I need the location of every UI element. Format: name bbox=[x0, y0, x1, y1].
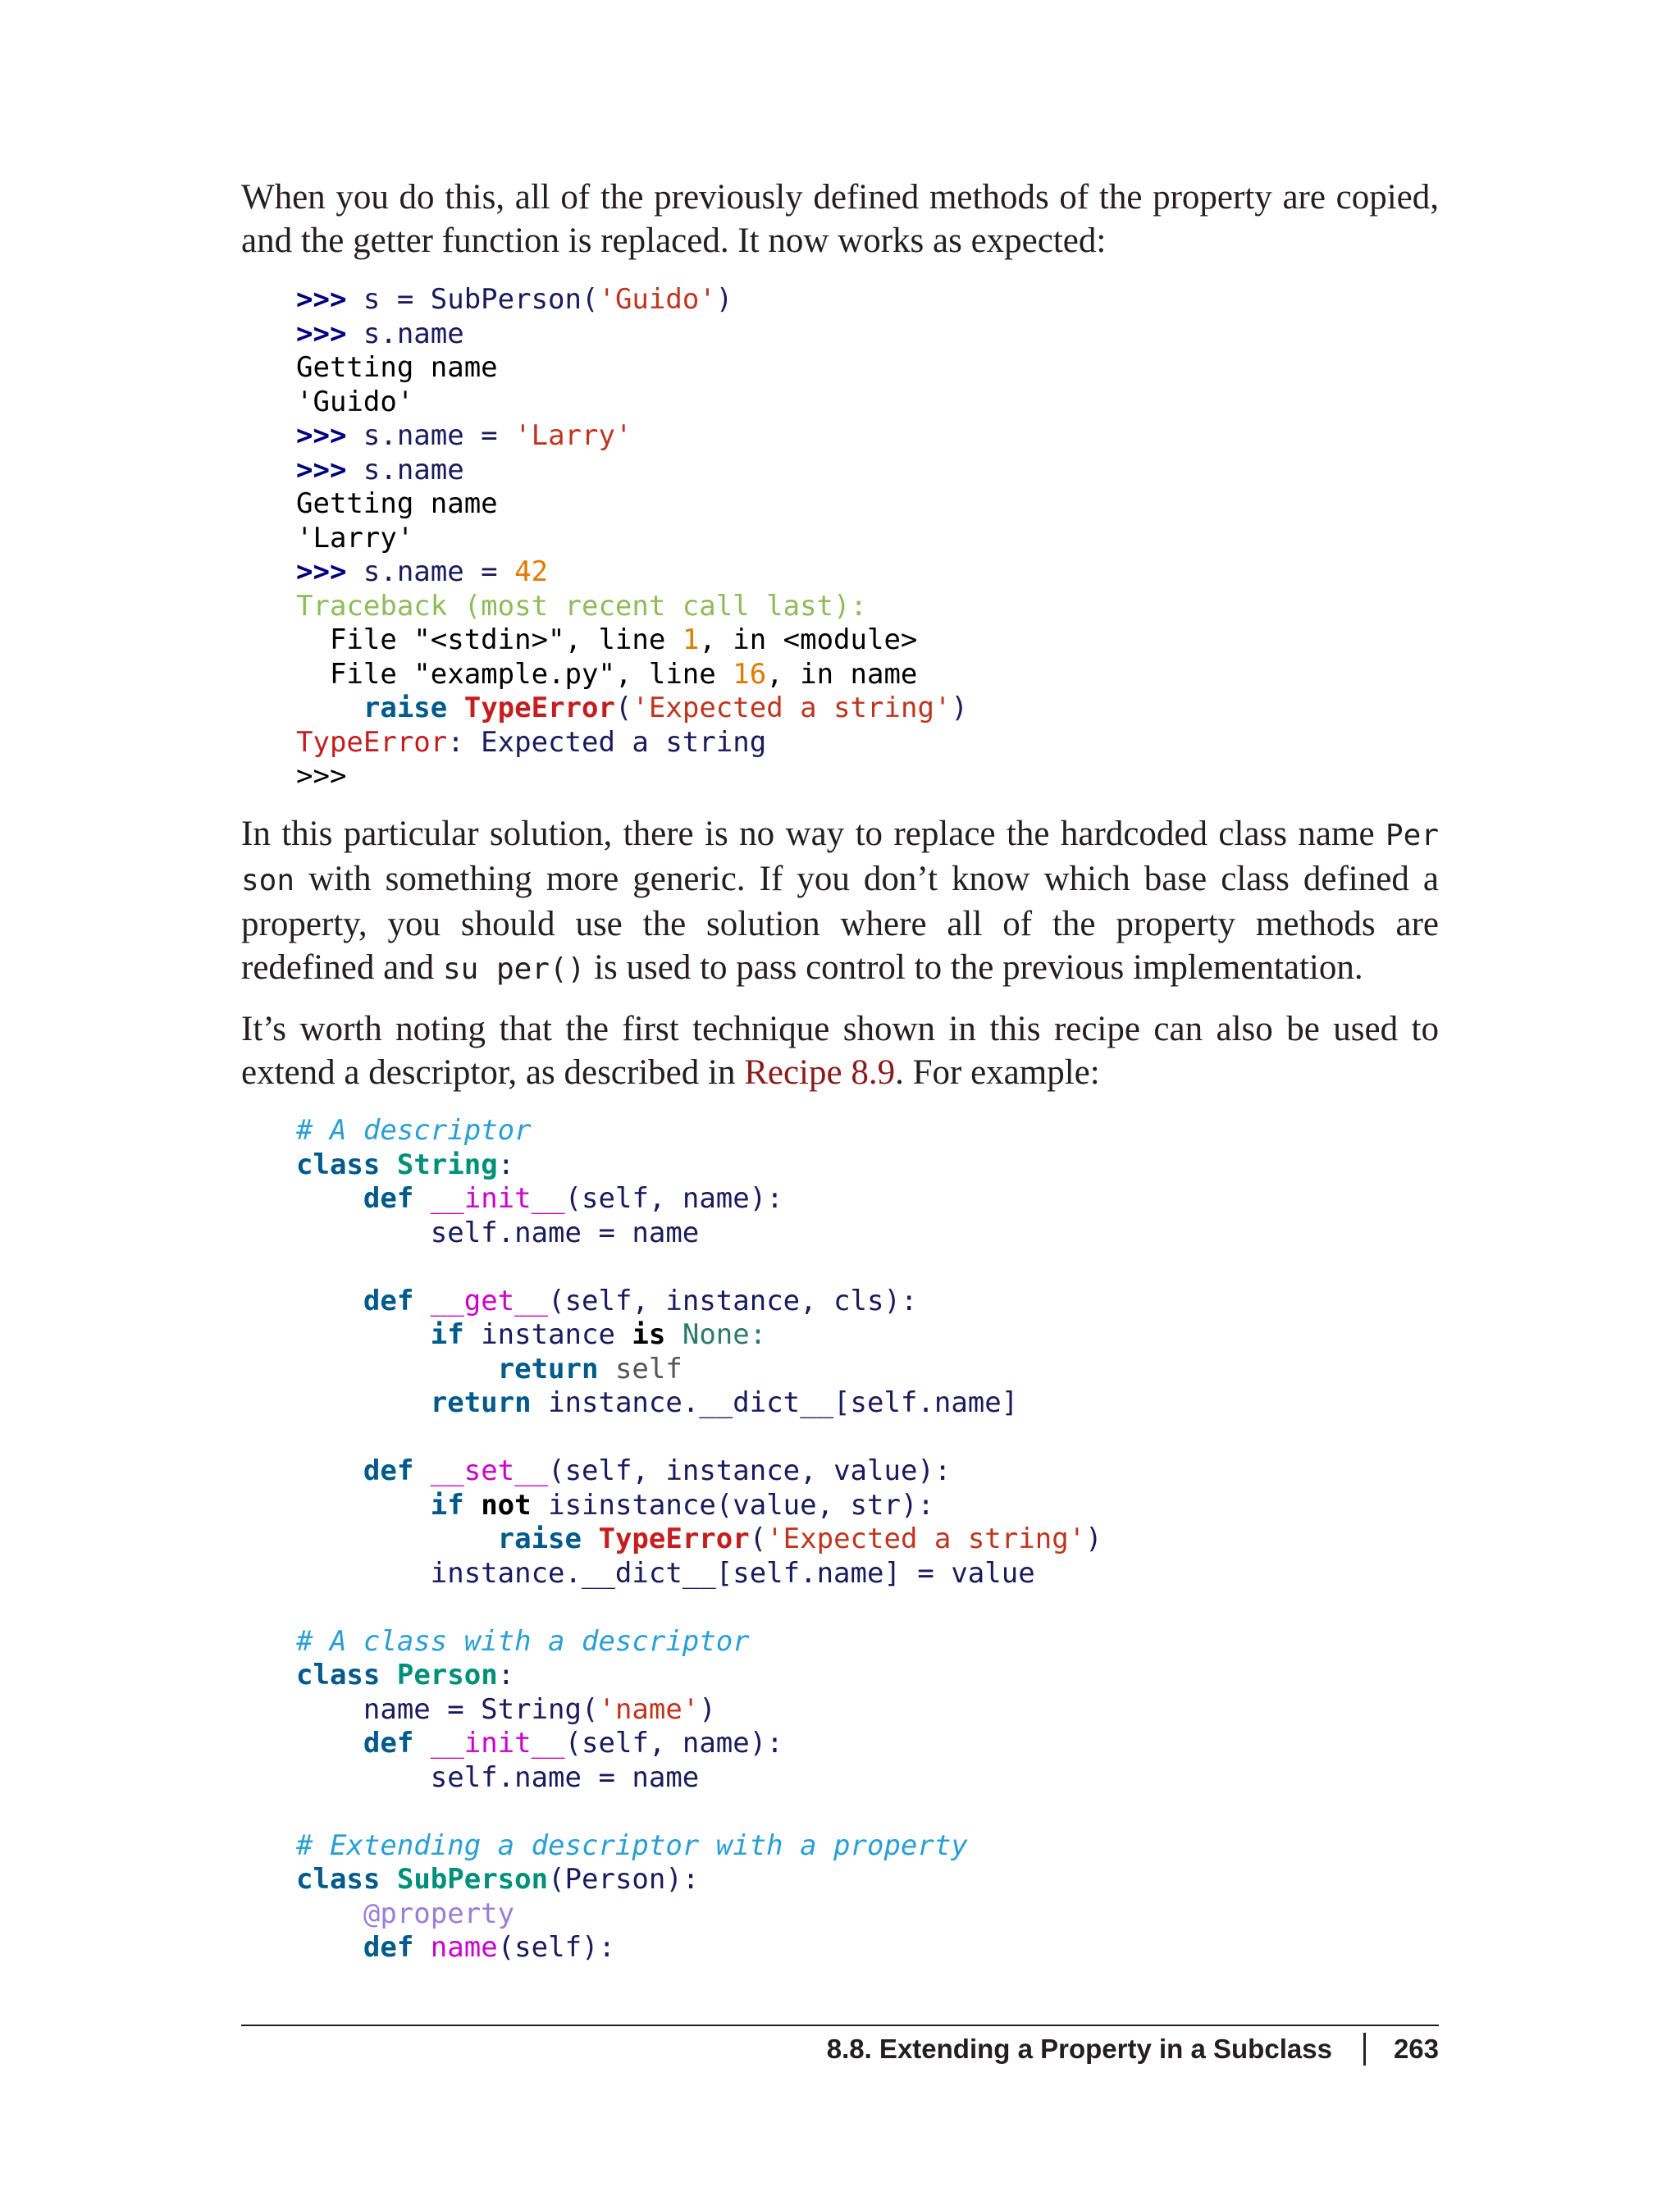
code-string: 'Expected a string' bbox=[632, 692, 952, 724]
code-text: self.name = name bbox=[430, 1760, 700, 1794]
paragraph-text: It’s worth noting that the first technique shown in this recipe can also be used to extend a descriptor, as described in bbox=[241, 1010, 1439, 1092]
code-text: (Person): bbox=[548, 1863, 700, 1896]
code-text: s.name = bbox=[346, 419, 515, 452]
inline-code-person: Per son bbox=[241, 819, 1439, 897]
code-output: File "<stdin>", line bbox=[296, 623, 682, 656]
paragraph-descriptor-note bbox=[241, 1007, 1439, 1094]
code-keyword: return bbox=[497, 1352, 599, 1386]
code-number: 1 bbox=[682, 623, 700, 656]
page-number: 263 bbox=[1393, 2034, 1439, 2064]
code-comment: # A descriptor bbox=[296, 1114, 532, 1147]
code-decorator: @property bbox=[363, 1897, 515, 1930]
footer-separator bbox=[1363, 2033, 1366, 2066]
code-text: name = String( bbox=[363, 1692, 599, 1726]
repl-prompt: >>> bbox=[296, 555, 347, 588]
code-class-name: Person bbox=[396, 1659, 498, 1691]
code-output: 'Guido' bbox=[296, 385, 414, 418]
repl-prompt: >>> bbox=[296, 453, 347, 486]
code-text: instance bbox=[463, 1318, 632, 1351]
code-keyword: if bbox=[430, 1488, 464, 1522]
code-function-name: __init__ bbox=[430, 1182, 565, 1215]
code-exception: TypeError bbox=[598, 1522, 750, 1555]
code-text: self.name = name bbox=[430, 1216, 700, 1249]
code-text: instance.__dict__[self.name] bbox=[531, 1386, 1019, 1419]
paragraph-solution-note bbox=[241, 812, 1439, 991]
repl-prompt: >>> bbox=[296, 317, 347, 350]
code-function-name: __set__ bbox=[430, 1454, 549, 1487]
paragraph-text: is used to pass control to the previous implementation. bbox=[585, 948, 1363, 987]
code-string: 'Expected a string' bbox=[766, 1522, 1086, 1555]
code-keyword: is bbox=[632, 1318, 666, 1351]
footer-divider bbox=[241, 2025, 1439, 2026]
paragraph-text: In this particular solution, there is no way to replace the hardcoded class name bbox=[241, 815, 1386, 853]
code-function-name: __get__ bbox=[430, 1284, 549, 1317]
paragraph-text: with something more generic. If you don’t know which base class defined a property, you should use the solution where all of the property methods are redefined and bbox=[241, 860, 1439, 987]
code-text: s.name = bbox=[346, 555, 515, 588]
code-output: Getting name bbox=[296, 351, 498, 384]
code-text: s.name bbox=[346, 317, 464, 350]
code-text: s = SubPerson( bbox=[346, 283, 599, 316]
code-string: 'name' bbox=[598, 1692, 700, 1726]
code-keyword: def bbox=[363, 1182, 414, 1215]
code-comment: # A class with a descriptor bbox=[296, 1624, 750, 1658]
paragraph-intro bbox=[241, 176, 1439, 262]
code-text: ) bbox=[951, 692, 968, 724]
code-builtin: None: bbox=[665, 1318, 767, 1351]
code-keyword: raise bbox=[363, 692, 448, 724]
code-output: File "example.py", line bbox=[296, 657, 733, 691]
traceback-header: Traceback (most recent call last): bbox=[296, 589, 867, 623]
code-keyword: if bbox=[430, 1318, 464, 1351]
code-keyword: def bbox=[363, 1454, 414, 1487]
code-text: ( bbox=[749, 1522, 767, 1555]
code-comment: # Extending a descriptor with a property bbox=[296, 1828, 968, 1862]
code-text: ( bbox=[614, 692, 632, 724]
code-text: (self, instance, cls): bbox=[548, 1284, 918, 1317]
code-text: ) bbox=[699, 1692, 716, 1726]
code-class-name: String bbox=[396, 1148, 498, 1181]
code-function-name: __init__ bbox=[430, 1727, 565, 1760]
inline-code-super: su per() bbox=[442, 952, 586, 986]
code-keyword: not bbox=[481, 1488, 532, 1522]
code-number: 42 bbox=[514, 555, 549, 588]
code-keyword: class bbox=[296, 1863, 381, 1896]
code-output: , in <module> bbox=[699, 623, 918, 656]
code-output: 'Larry' bbox=[296, 521, 414, 555]
code-text: instance.__dict__[self.name] = value bbox=[430, 1556, 1035, 1590]
page-footer bbox=[827, 2033, 1439, 2066]
code-keyword: class bbox=[296, 1659, 381, 1691]
repl-prompt: >>> bbox=[296, 283, 347, 316]
code-text: isinstance(value, str): bbox=[531, 1488, 934, 1522]
repl-prompt: >>> bbox=[296, 419, 347, 452]
code-class-name: SubPerson bbox=[396, 1863, 549, 1896]
footer-section-title: 8.8. Extending a Property in a Subclass bbox=[826, 2034, 1332, 2064]
code-keyword: class bbox=[296, 1148, 381, 1181]
code-text: s.name bbox=[346, 453, 464, 486]
code-keyword: def bbox=[363, 1284, 414, 1317]
code-text: ) bbox=[715, 283, 733, 316]
code-text: (self, instance, value): bbox=[548, 1454, 952, 1487]
code-keyword: def bbox=[363, 1727, 414, 1760]
code-output: Getting name bbox=[296, 487, 498, 520]
code-exception: TypeError bbox=[296, 725, 448, 759]
code-self: self bbox=[598, 1352, 682, 1386]
code-keyword: raise bbox=[497, 1522, 582, 1555]
code-text: ) bbox=[1085, 1522, 1102, 1555]
code-keyword: def bbox=[363, 1931, 414, 1964]
code-output: , in name bbox=[766, 657, 918, 691]
code-block-descriptor-example: # A descriptor class String: def __init__(self, name): self.name = name def __get__(self, instance, cls): if instance is None: return self return instance.__dict__[self.name] def __set__(self, instance, value): if not isinstance(value, str): raise TypeError('Expected a string') instance.__dict__[self.name] = value # A class with a descriptor class Person: name = String('name') def __init__(self, name): self.name = name # Extending a descriptor with a property class SubPerson(Person): @property def name(self): bbox=[296, 1114, 1102, 1964]
code-exception: TypeError bbox=[463, 692, 615, 724]
code-text: (self, name): bbox=[564, 1182, 783, 1215]
code-text: : Expected a string bbox=[447, 725, 767, 759]
code-text: (self, name): bbox=[564, 1727, 783, 1760]
code-text: (self): bbox=[497, 1931, 615, 1964]
repl-prompt: >>> bbox=[296, 760, 347, 792]
code-block-interactive-session bbox=[296, 283, 968, 794]
code-string: 'Guido' bbox=[598, 283, 716, 316]
paragraph-intro-text: When you do this, all of the previously defined methods of the property are copied, and the getter function is replaced. It now works as expected: bbox=[241, 178, 1439, 260]
recipe-8-9-link[interactable]: Recipe 8.9 bbox=[744, 1053, 896, 1092]
code-function-name: name bbox=[430, 1931, 498, 1964]
code-keyword: return bbox=[430, 1386, 532, 1419]
paragraph-text: . For example: bbox=[895, 1053, 1100, 1092]
code-number: 16 bbox=[733, 657, 767, 691]
code-string: 'Larry' bbox=[514, 419, 632, 452]
